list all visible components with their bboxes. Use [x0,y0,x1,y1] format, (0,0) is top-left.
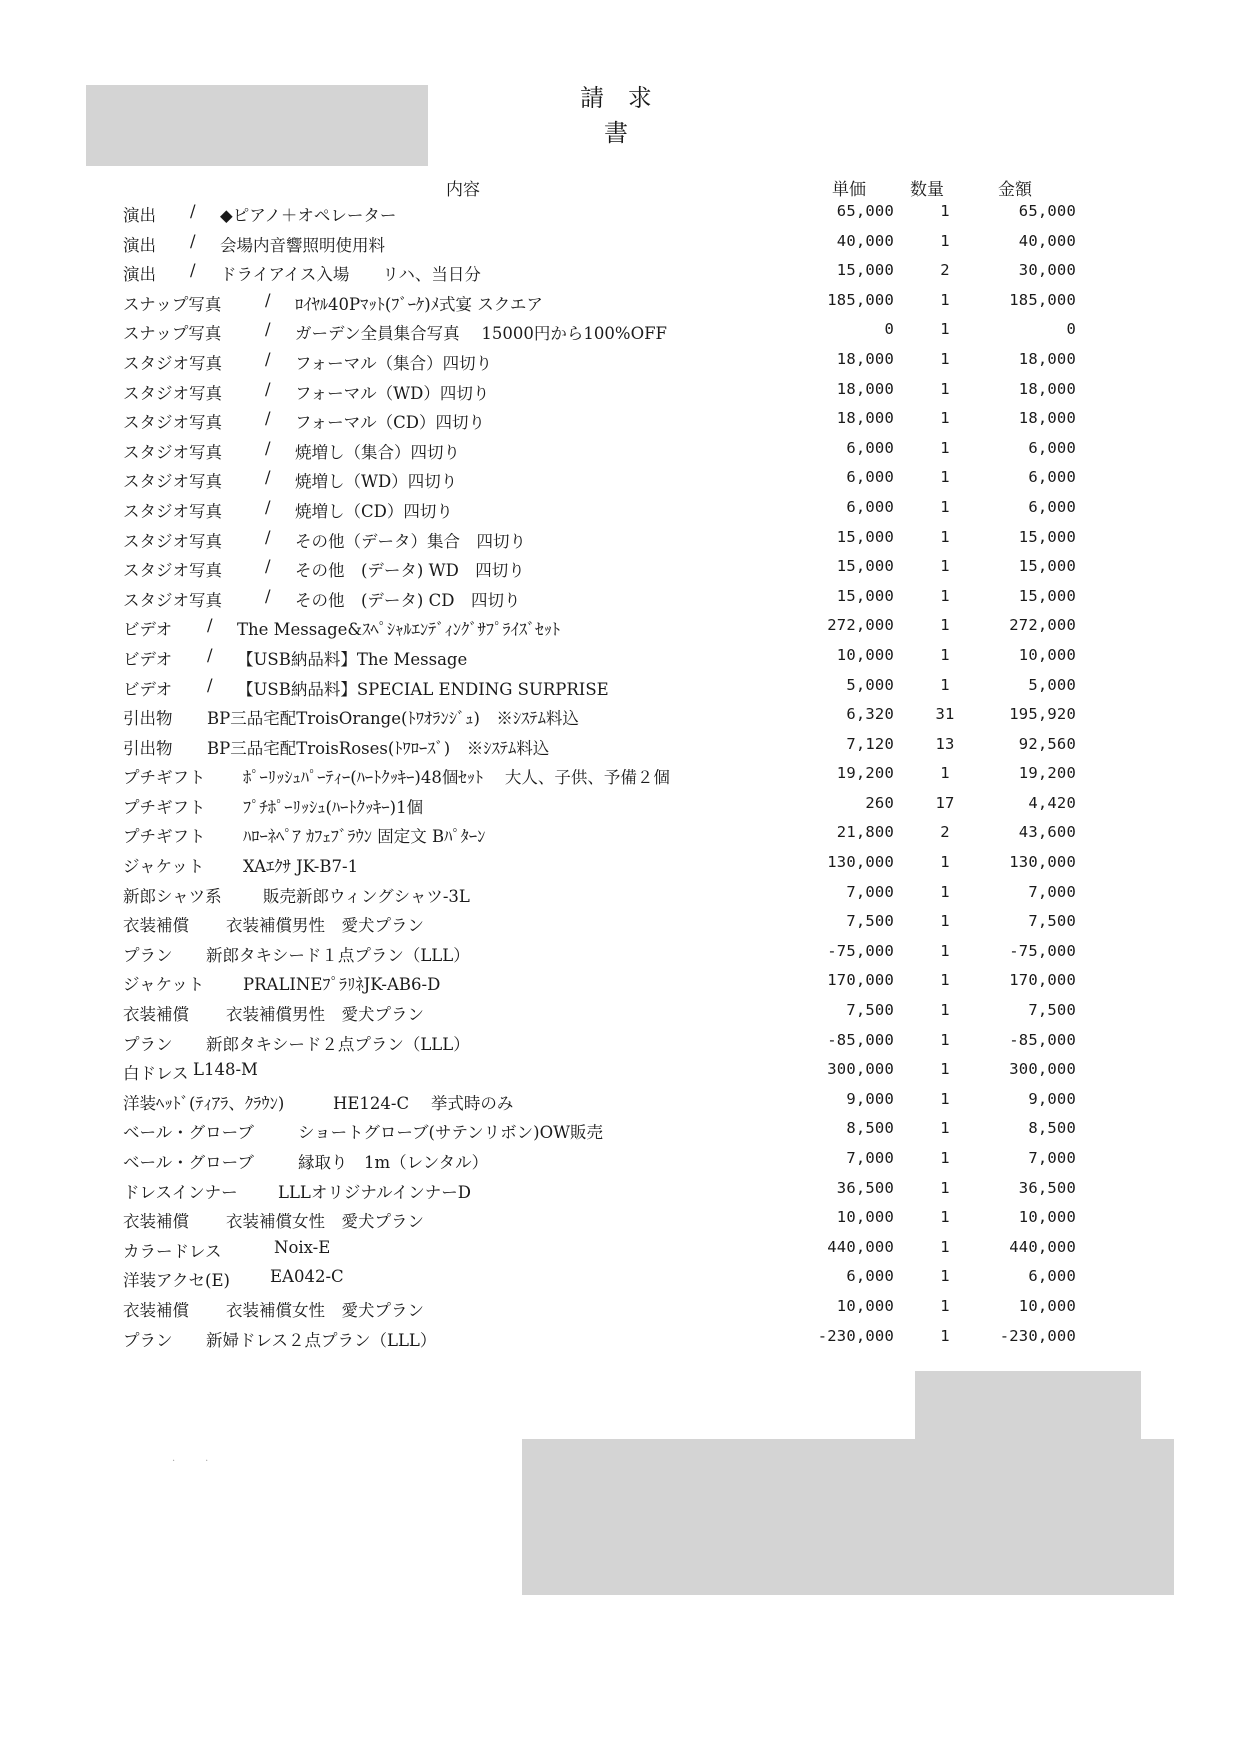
item-amount: 15,000 [1018,557,1076,576]
item-description: 焼増し（CD）四切り [295,501,453,521]
item-category: ビデオ [123,620,173,640]
item-amount: -75,000 [1009,941,1076,960]
item-description: 衣装補償男性 愛犬プラン [226,1005,424,1025]
item-description: フォーマル（WD）四切り [295,383,490,403]
table-row [0,498,1241,528]
item-category: スナップ写真 [123,324,222,344]
table-row [0,1031,1241,1061]
item-description: フォーマル（CD）四切り [295,413,486,433]
item-amount: 15,000 [1018,527,1076,546]
table-row [0,1208,1241,1238]
item-description: 新郎タキシード２点プラン（LLL） [206,1034,470,1054]
table-row [0,468,1241,498]
table-row [0,1001,1241,1031]
item-category: プチギフト [123,768,206,788]
item-separator: / [265,527,271,547]
item-quantity: 1 [940,1089,950,1108]
item-category: プラン [123,1330,173,1350]
item-quantity: 1 [940,379,950,398]
item-description: フォーマル（集合）四切り [295,353,493,373]
item-quantity: 1 [940,882,950,901]
item-quantity: 1 [940,616,950,635]
item-unit-price: 6,000 [846,1267,894,1286]
item-description: その他 (データ) WD 四切り [295,561,525,581]
table-row [0,705,1241,735]
item-category: 引出物 [123,709,173,729]
item-amount: 440,000 [1009,1237,1076,1256]
table-row [0,587,1241,617]
item-description: 販売新郎ウィングシャツ-3L [263,886,470,906]
table-row [0,439,1241,469]
scan-speck: · · [172,1456,209,1467]
item-category: スタジオ写真 [123,353,222,373]
item-amount: 300,000 [1009,1060,1076,1079]
item-unit-price: 0 [884,320,894,339]
item-separator: / [207,675,213,695]
item-unit-price: 7,120 [846,734,894,753]
item-separator: / [265,409,271,429]
item-quantity: 1 [940,912,950,931]
item-category: 洋装アクセ(E) [123,1271,230,1291]
item-unit-price: 15,000 [836,586,894,605]
item-quantity: 1 [940,1030,950,1049]
table-row [0,202,1241,232]
item-separator: / [207,616,213,636]
item-category: ドレスインナー [123,1182,238,1202]
item-amount: -230,000 [999,1326,1076,1345]
header-content: 内容 [446,180,480,200]
item-category: スタジオ写真 [123,590,222,610]
item-category: プチギフト [123,827,206,847]
item-amount: 15,000 [1018,586,1076,605]
item-amount: 65,000 [1018,202,1076,220]
item-amount: 18,000 [1018,349,1076,368]
item-category: スタジオ写真 [123,413,222,433]
table-row [0,823,1241,853]
item-description: 縁取り 1m（レンタル） [298,1153,489,1172]
item-amount: 4,420 [1028,793,1076,812]
item-amount: 6,000 [1028,438,1076,457]
item-amount: 6,000 [1028,497,1076,516]
item-quantity: 2 [940,261,950,280]
item-separator: / [265,586,271,606]
item-amount: 7,500 [1028,912,1076,931]
item-description: LLLオリジナルインナーD [278,1182,471,1202]
item-category: ジャケット [123,975,205,995]
item-unit-price: 19,200 [836,764,894,783]
item-category: プラン [123,945,173,965]
item-unit-price: 21,800 [836,823,894,842]
item-amount: 272,000 [1009,616,1076,635]
item-unit-price: -75,000 [827,941,894,960]
table-row [0,735,1241,765]
item-quantity: 1 [940,971,950,990]
item-description: ﾌﾟﾁﾎﾟｰﾘｯｼｭ(ﾊｰﾄｸｯｷｰ)1個 [243,797,424,817]
item-unit-price: 8,500 [846,1119,894,1138]
table-row [0,1090,1241,1120]
table-row [0,261,1241,291]
item-unit-price: 130,000 [827,853,894,872]
item-unit-price: 18,000 [836,379,894,398]
item-separator: / [190,231,196,251]
table-row [0,764,1241,794]
table-row [0,1179,1241,1209]
table-row [0,912,1241,942]
item-description: 【USB納品料】The Message [237,649,468,669]
item-category: ビデオ [123,649,173,669]
table-row [0,350,1241,380]
item-separator: / [265,497,271,517]
item-amount: 195,920 [1009,705,1076,724]
item-unit-price: 18,000 [836,349,894,368]
item-amount: 18,000 [1018,409,1076,428]
item-quantity: 1 [940,853,950,872]
item-amount: 10,000 [1018,1208,1076,1227]
item-category: 洋装ﾍｯﾄﾞ(ﾃｨｱﾗ、ｸﾗｳﾝ) [123,1093,285,1113]
table-row [0,1297,1241,1327]
item-amount: 36,500 [1018,1178,1076,1197]
item-separator: / [265,349,271,369]
item-unit-price: 36,500 [836,1178,894,1197]
item-quantity: 1 [940,1178,950,1197]
item-category: 演出 [123,235,156,255]
item-amount: -85,000 [1009,1030,1076,1049]
invoice-title: 請 求 書 [580,84,660,147]
item-amount: 43,600 [1018,823,1076,842]
item-description: ガーデン全員集合写真 15000円から100%OFF [295,324,667,344]
item-category: ビデオ [123,679,173,699]
item-quantity: 1 [940,438,950,457]
item-description: 【USB納品料】SPECIAL ENDING SURPRISE [237,679,609,699]
table-row [0,1149,1241,1179]
item-quantity: 1 [940,409,950,428]
item-category: スタジオ写真 [123,531,222,551]
item-category: 衣装補償 [123,1005,189,1025]
item-unit-price: 7,000 [846,882,894,901]
item-quantity: 1 [940,764,950,783]
table-row [0,794,1241,824]
item-description: 新郎タキシード１点プラン（LLL） [206,945,470,965]
item-quantity: 1 [940,1326,950,1345]
item-quantity: 1 [940,1060,950,1079]
item-category: 衣装補償 [123,1300,189,1320]
header-amount: 金額 [998,180,1032,200]
item-separator: / [265,438,271,458]
table-row [0,528,1241,558]
item-unit-price: 300,000 [827,1060,894,1079]
item-unit-price: 440,000 [827,1237,894,1256]
item-category: 引出物 [123,738,173,758]
item-quantity: 1 [940,468,950,487]
header-unit-price: 単価 [832,180,866,200]
item-amount: 30,000 [1018,261,1076,280]
item-unit-price: 65,000 [836,202,894,220]
item-description: BP三品宅配TroisOrange(ﾄﾜｵﾗﾝｼﾞｭ) ※ｼｽﾃﾑ料込 [207,709,579,729]
item-category: ベール・グローブ [123,1123,254,1143]
item-category: スタジオ写真 [123,501,222,521]
item-unit-price: 170,000 [827,971,894,990]
item-separator: / [265,320,271,340]
item-quantity: 1 [940,1119,950,1138]
item-quantity: 1 [940,645,950,664]
table-row [0,1267,1241,1297]
item-quantity: 1 [940,1149,950,1167]
item-amount: 6,000 [1028,468,1076,487]
item-unit-price: 18,000 [836,409,894,428]
item-description: EA042-C [270,1267,344,1287]
item-quantity: 1 [940,1267,950,1286]
table-row [0,1238,1241,1268]
table-row [0,676,1241,706]
item-category: スタジオ写真 [123,472,222,492]
item-unit-price: 15,000 [836,557,894,576]
item-quantity: 1 [940,1237,950,1256]
item-description: 焼増し（集合）四切り [295,442,460,462]
item-category: 演出 [123,265,156,285]
item-category: 白ドレス [123,1064,189,1084]
item-separator: / [265,468,271,488]
item-quantity: 17 [935,793,955,812]
item-description: BP三品宅配TroisRoses(ﾄﾜﾛｰｽﾞ) ※ｼｽﾃﾑ料込 [207,738,550,758]
item-unit-price: 185,000 [827,290,894,309]
item-description: 焼増し（WD）四切り [295,472,458,492]
item-description: L148-M [193,1060,258,1080]
item-quantity: 1 [940,497,950,516]
item-description: その他 (データ) CD 四切り [295,590,521,610]
item-category: プラン [123,1034,173,1054]
item-category: スタジオ写真 [123,383,222,403]
item-description: ドライアイス入場 リハ、当日分 [220,265,481,285]
item-unit-price: 15,000 [836,261,894,280]
item-unit-price: 6,000 [846,468,894,487]
item-quantity: 1 [940,202,950,220]
item-unit-price: 6,000 [846,497,894,516]
item-separator: / [207,645,213,665]
item-separator: / [265,290,271,310]
item-description: PRALINEﾌﾟﾗﾘﾈJK-AB6-D [243,975,441,995]
table-row [0,616,1241,646]
item-quantity: 1 [940,1296,950,1315]
item-unit-price: 10,000 [836,1296,894,1315]
item-description: ﾊﾛｰﾈﾍﾟｱ ｶﾌｪﾌﾞﾗｳﾝ 固定文 Bﾊﾟﾀｰﾝ [243,827,486,847]
item-category: 衣装補償 [123,916,189,936]
item-category: ベール・グローブ [123,1153,254,1172]
table-row [0,320,1241,350]
item-description: ﾛｲﾔﾙ40Pﾏｯﾄ(ﾌﾞｰｹ)ﾒ式宴 スクエア [295,294,543,314]
item-unit-price: 6,000 [846,438,894,457]
item-quantity: 1 [940,320,950,339]
item-unit-price: 7,500 [846,1001,894,1020]
item-quantity: 1 [940,1001,950,1020]
item-description: 衣装補償女性 愛犬プラン [226,1300,424,1320]
item-unit-price: 260 [865,793,894,812]
table-row [0,883,1241,913]
item-category: スタジオ写真 [123,442,222,462]
item-amount: 7,000 [1028,882,1076,901]
item-unit-price: -230,000 [817,1326,894,1345]
item-category: スタジオ写真 [123,561,222,581]
line-items [0,202,1241,1356]
table-row [0,942,1241,972]
item-category: プチギフト [123,797,206,817]
item-amount: 130,000 [1009,853,1076,872]
item-amount: 185,000 [1009,290,1076,309]
item-quantity: 1 [940,941,950,960]
item-amount: 6,000 [1028,1267,1076,1286]
table-row [0,380,1241,410]
item-category: ジャケット [123,857,205,877]
item-description: 衣装補償男性 愛犬プラン [226,916,424,936]
item-description: 新婦ドレス２点プラン（LLL） [206,1330,437,1350]
item-quantity: 2 [940,823,950,842]
item-amount: 40,000 [1018,231,1076,250]
item-amount: 18,000 [1018,379,1076,398]
item-description: The Message&ｽﾍﾟｼｬﾙｴﾝﾃﾞｨﾝｸﾞｻﾌﾟﾗｲｽﾞｾｯﾄ [237,620,561,640]
item-quantity: 1 [940,527,950,546]
item-description: XAｴｸｻ JK-B7-1 [243,857,359,877]
item-unit-price: 10,000 [836,645,894,664]
item-amount: 7,500 [1028,1001,1076,1020]
item-unit-price: 5,000 [846,675,894,694]
item-unit-price: 7,500 [846,912,894,931]
header-quantity: 数量 [910,180,944,200]
item-amount: 0 [1066,320,1076,339]
item-unit-price: 272,000 [827,616,894,635]
table-row [0,646,1241,676]
item-quantity: 1 [940,586,950,605]
item-quantity: 1 [940,1208,950,1227]
item-description: その他（データ）集合 四切り [295,531,526,551]
item-quantity: 1 [940,231,950,250]
item-amount: 10,000 [1018,1296,1076,1315]
item-unit-price: 9,000 [846,1089,894,1108]
table-row [0,291,1241,321]
item-separator: / [190,202,196,221]
item-description: ショートグローブ(サテンリボン)OW販売 [298,1123,604,1143]
redacted-block-recipient [86,85,428,166]
item-description: HE124-C 挙式時のみ [333,1093,514,1113]
item-separator: / [265,557,271,577]
item-unit-price: 7,000 [846,1149,894,1167]
item-category: スナップ写真 [123,294,222,314]
item-quantity: 1 [940,557,950,576]
item-description: ﾎﾟｰﾘｯｼｭﾊﾟｰﾃｨｰ(ﾊｰﾄｸｯｷｰ)48個ｾｯﾄ 大人、子供、予備２個 [243,768,670,788]
item-description: 会場内音響照明使用料 [220,235,385,255]
item-amount: 170,000 [1009,971,1076,990]
item-description: ◆ピアノ＋オペレーター [220,206,397,225]
item-amount: 9,000 [1028,1089,1076,1108]
item-amount: 92,560 [1018,734,1076,753]
item-description: Noix-E [274,1237,331,1257]
item-amount: 5,000 [1028,675,1076,694]
item-quantity: 1 [940,290,950,309]
item-category: 演出 [123,206,156,225]
table-row [0,853,1241,883]
item-unit-price: 15,000 [836,527,894,546]
item-unit-price: 40,000 [836,231,894,250]
item-quantity: 13 [935,734,955,753]
table-row [0,1060,1241,1090]
item-amount: 10,000 [1018,645,1076,664]
table-row [0,1327,1241,1357]
table-row [0,557,1241,587]
item-category: 新郎シャツ系 [123,886,222,906]
item-quantity: 31 [935,705,955,724]
table-row [0,409,1241,439]
item-category: カラードレス [123,1241,222,1261]
item-amount: 8,500 [1028,1119,1076,1138]
table-row [0,1119,1241,1149]
item-category: 衣装補償 [123,1212,189,1232]
item-description: 衣装補償女性 愛犬プラン [226,1212,424,1232]
item-quantity: 1 [940,349,950,368]
item-amount: 7,000 [1028,1149,1076,1167]
item-unit-price: 6,320 [846,705,894,724]
table-row [0,971,1241,1001]
item-quantity: 1 [940,675,950,694]
item-separator: / [265,379,271,399]
redacted-block-totals [522,1439,1174,1595]
item-unit-price: 10,000 [836,1208,894,1227]
item-amount: 19,200 [1018,764,1076,783]
item-separator: / [190,261,196,281]
item-unit-price: -85,000 [827,1030,894,1049]
table-row [0,232,1241,262]
